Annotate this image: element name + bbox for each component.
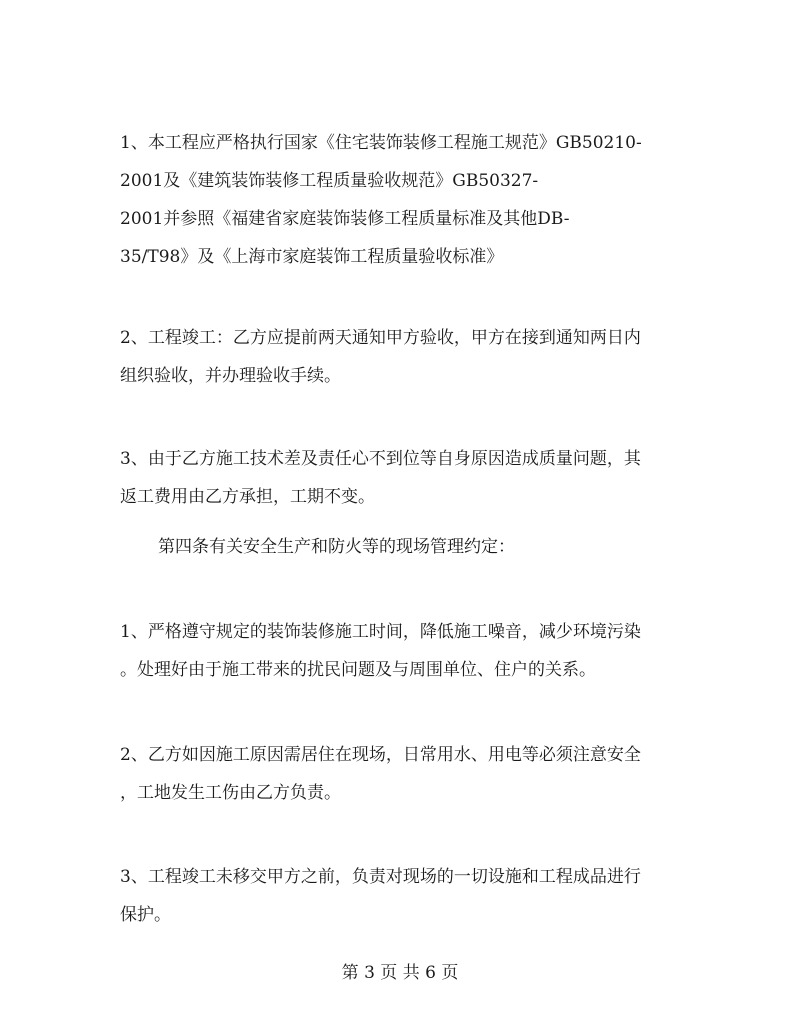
text-line: 组织验收，并办理验收手续。 xyxy=(120,366,341,386)
text-line: 2、工程竣工：乙方应提前两天通知甲方验收，甲方在接到通知两日内 xyxy=(120,328,641,348)
clause-1-paragraph xyxy=(120,124,690,276)
clause-2-paragraph xyxy=(120,319,690,395)
text-line: 2001并参照《福建省家庭装饰装修工程质量标准及其他DB- xyxy=(120,209,570,229)
text-line: 3、由于乙方施工技术差及责任心不到位等自身原因造成质量问题，其 xyxy=(120,449,641,469)
text-line: 35/T98》及《上海市家庭装饰工程质量验收标准》 xyxy=(120,247,504,267)
text-line: 3、工程竣工未移交甲方之前，负责对现场的一切设施和工程成品进行 xyxy=(120,867,641,887)
text-line: 保护。 xyxy=(120,905,171,925)
clause-3-paragraph xyxy=(120,440,690,516)
article-4-heading xyxy=(158,528,728,566)
text-line: 1、严格遵守规定的装饰装修施工时间，降低施工噪音，减少环境污染 xyxy=(120,622,641,642)
section-heading: 第四条有关安全生产和防火等的现场管理约定： xyxy=(158,537,515,557)
text-line: 。处理好由于施工带来的扰民问题及与周围单位、住户的关系。 xyxy=(120,660,596,680)
page-number-footer: 第 3 页 共 6 页 xyxy=(341,963,459,983)
text-line: 2、乙方如因施工原因需居住在现场，日常用水、用电等必须注意安全 xyxy=(120,745,641,765)
safety-3-paragraph xyxy=(120,858,690,934)
text-line: 2001及《建筑装饰装修工程质量验收规范》GB50327- xyxy=(120,171,539,191)
safety-2-paragraph xyxy=(120,736,690,812)
text-line: ，工地发生工伤由乙方负责。 xyxy=(120,783,341,803)
text-line: 1、本工程应严格执行国家《住宅装饰装修工程施工规范》GB50210- xyxy=(120,133,642,153)
text-line: 返工费用由乙方承担，工期不变。 xyxy=(120,487,375,507)
safety-1-paragraph xyxy=(120,613,690,689)
